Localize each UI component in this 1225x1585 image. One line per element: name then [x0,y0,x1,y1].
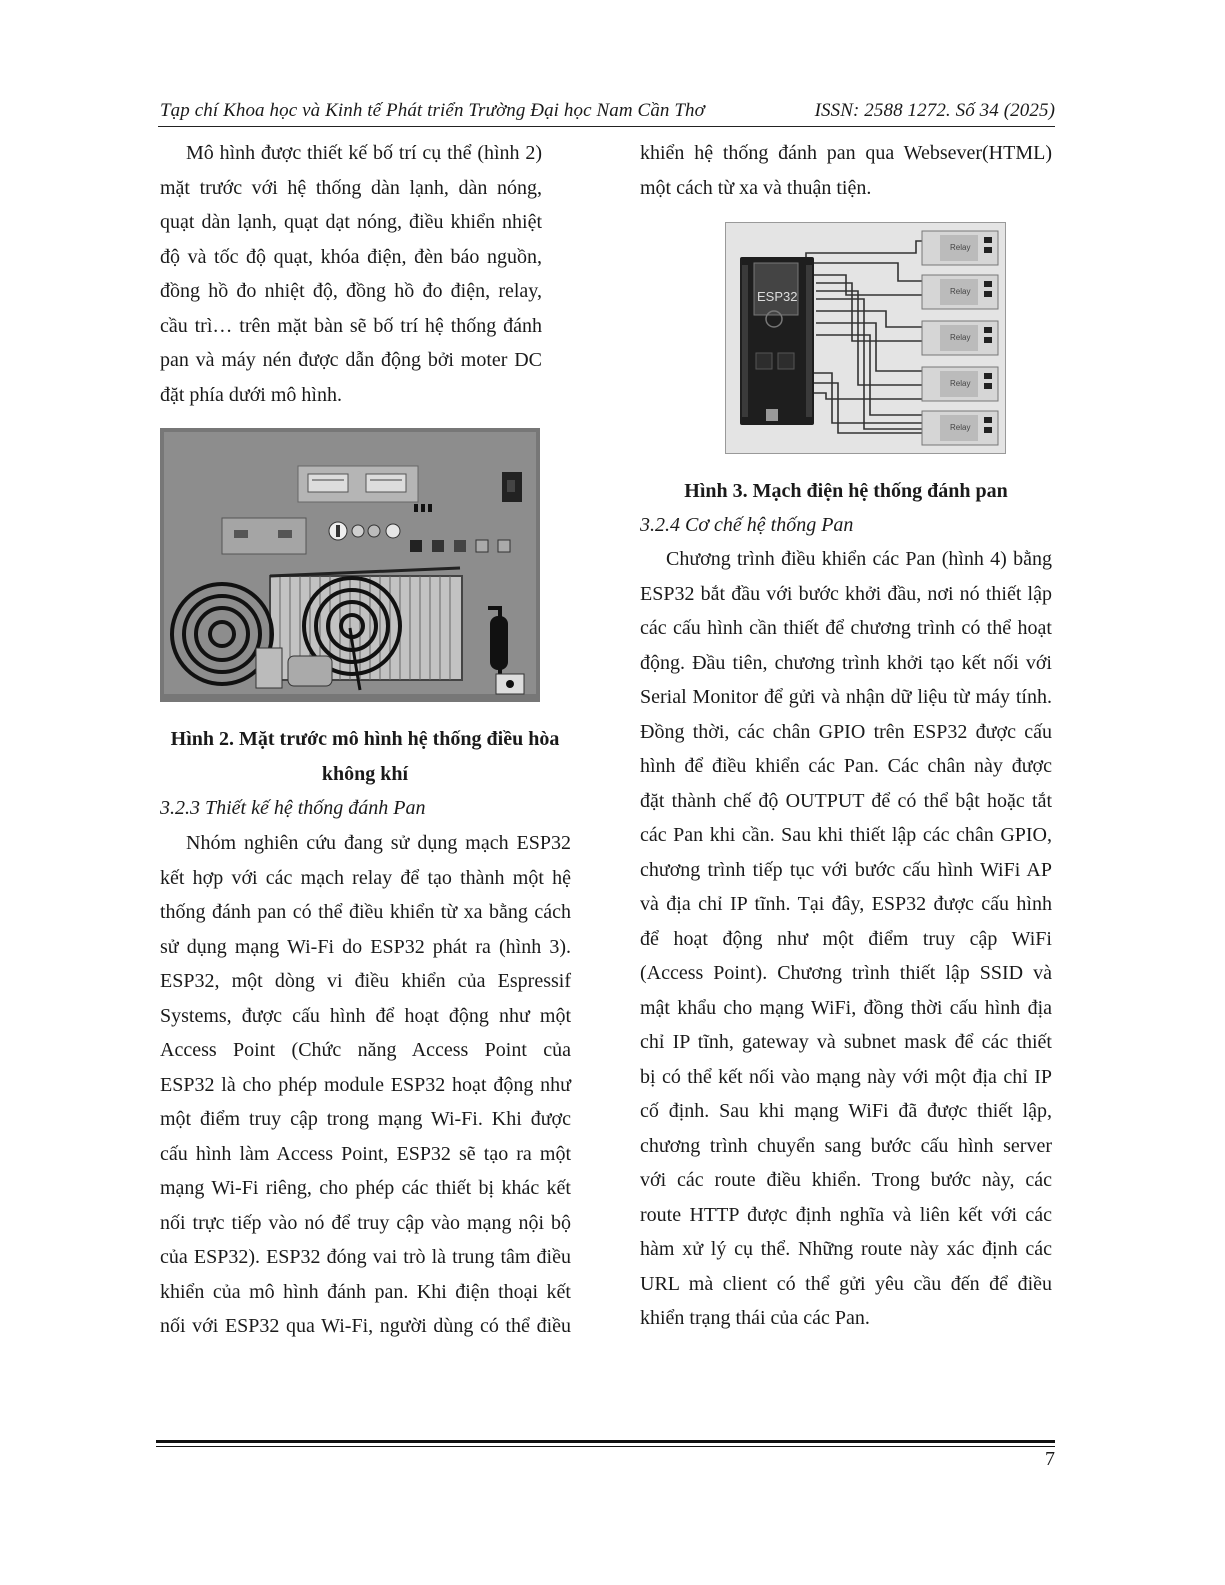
paragraph-model-layout [160,136,542,412]
journal-title: Tạp chí Khoa học và Kinh tế Phát triển Trường Đại học Nam Cần Thơ [160,100,705,121]
text-line: quạt dàn lạnh, quạt dạt nóng, điều khiển nhiệt [160,211,542,233]
text-line: đặt thành chế độ OUTPUT để có thể bật hoặc tắt [640,789,1052,812]
text-line: mật khẩu cho mạng WiFi, đồng thời cấu hình địa [640,996,1052,1019]
relay-label: Relay [950,423,971,432]
text-line: Mô hình được thiết kế bố trí cụ thể (hình 2) [186,142,542,164]
esp32-chip-label: ESP32 [757,289,798,304]
text-line: pan và máy nén được dẫn động bởi moter DC [160,349,542,371]
text-line: các cấu hình cần thiết để chương trình có thể hoạt [640,617,1052,639]
text-line: các Pan khi cần. Sau khi thiết lập các chân GPIO, [640,824,1052,846]
text-line: hàm xử lý cụ thể. Những route này xác định các [640,1238,1052,1260]
relay-label: Relay [950,379,971,388]
text-line: hình để điều khiển các Pan. Các chân này được [640,755,1052,777]
paragraph-pan-system-design [160,826,571,1344]
figure-2-caption [150,722,580,791]
text-line: thống đánh pan có thể điều khiển từ xa bằng cách [160,901,571,923]
relay-label: Relay [950,243,971,252]
text-line: một cách từ xa và thuận tiện. [640,176,872,199]
text-line: khiển hệ thống đánh pan qua Websever(HTML) [640,142,1052,164]
text-line: cầu trì… trên mặt bàn sẽ bố trí hệ thống đánh [160,314,542,337]
figure-3-caption: Hình 3. Mạch điện hệ thống đánh pan [684,480,1008,502]
text-line: bị có thể kết nối vào mạng này với một địa chỉ IP [640,1065,1052,1088]
text-line: chương trình chuyển sang bước cấu hình server [640,1134,1052,1157]
text-line: mạng Wi-Fi riêng, cho phép các thiết bị khác kết [160,1177,571,1199]
page-number: 7 [1045,1448,1055,1470]
text-line: của ESP32). ESP32 đóng vai trò là trung tâm điều [160,1246,571,1268]
text-line: đặt phía dưới mô hình. [160,383,342,406]
text-line: một điểm truy cập trong mạng Wi-Fi. Khi được [160,1108,571,1130]
text-line: URL mà client có thể gửi yêu cầu đến để điều [640,1272,1052,1295]
caption-line: Hình 2. Mặt trước mô hình hệ thống điều hòa [170,728,560,750]
figure-2-image [160,428,540,702]
text-line: (Access Point). Chương trình thiết lập SSID và [640,962,1052,984]
text-line: cấu hình làm Access Point, ESP32 sẽ tạo ra một [160,1142,571,1165]
text-line: mặt trước với hệ thống dàn lạnh, dàn nóng, [160,176,542,199]
section-heading-3-2-3: 3.2.3 Thiết kế hệ thống đánh Pan [160,797,426,819]
text-line: Systems, được cấu hình để hoạt động như một [160,1004,571,1027]
text-line: ESP32, một dòng vi điều khiển của Espressif [160,970,571,992]
text-line: ESP32 là cho phép module ESP32 hoạt động như [160,1073,571,1096]
text-line: Chương trình điều khiển các Pan (hình 4) bằng [666,548,1052,570]
text-line: Serial Monitor để gửi và nhận dữ liệu từ máy tính. [640,686,1052,708]
footer-rule-thin [156,1446,1055,1447]
text-line: và địa chỉ IP tĩnh. Tại đây, ESP32 được cấu hình [640,893,1052,915]
text-line: Nhóm nghiên cứu đang sử dụng mạch ESP32 [186,832,571,854]
text-line: Đồng thời, các chân GPIO trên ESP32 được cấu [640,720,1052,743]
text-line: đồng hồ đo nhiệt độ, đồng hồ đo điện, relay, [160,280,542,302]
header-rule [158,126,1055,127]
text-line: nối trực tiếp vào nó để truy cập vào mạng nội bộ [160,1211,571,1234]
text-line: ESP32 bắt đầu với bước khởi đầu, nơi nó thiết lập [640,582,1052,605]
text-line: Access Point (Chức năng Access Point của [160,1039,571,1061]
caption-line: không khí [321,762,409,785]
relay-label: Relay [950,333,971,342]
figure-3-image [725,222,1006,454]
text-line: để hoạt động như một điểm truy cập WiFi [640,927,1052,950]
text-line: route HTTP được định nghĩa và liên kết với các [640,1203,1052,1226]
text-line: khiển của mô hình đánh pan. Khi điện thoại kết [160,1280,571,1303]
text-line: độ và tốc độ quạt, khóa điện, đèn báo nguồn, [160,245,542,268]
issn-label: ISSN: 2588 1272. Số 34 (2025) [814,100,1055,121]
text-line: nối với ESP32 qua Wi-Fi, người dùng có thể điều [160,1315,571,1337]
text-line: cố định. Sau khi mạng WiFi đã được thiết lập, [640,1100,1052,1122]
text-line: sử dụng mạng Wi-Fi do ESP32 phát ra (hình 3). [160,935,571,958]
text-line: kết hợp với các mạch relay để tạo thành một hệ [160,866,571,889]
relay-label: Relay [950,287,971,296]
text-line: chương trình tiếp tục với bước cấu hình WiFi AP [640,858,1052,881]
footer-rule-thick [156,1440,1055,1443]
paragraph-webserver-continuation [640,136,1052,205]
text-line: động. Đầu tiên, chương trình khởi tạo kết nối với [640,651,1052,674]
text-line: với các route điều khiển. Trong bước này, các [640,1169,1052,1191]
text-line: chỉ IP tĩnh, gateway và subnet mask để các thiết [640,1031,1052,1053]
section-heading-3-2-4: 3.2.4 Cơ chế hệ thống Pan [640,514,854,536]
paragraph-pan-mechanism [640,542,1052,1336]
text-line: khiển trạng thái của các Pan. [640,1307,870,1329]
